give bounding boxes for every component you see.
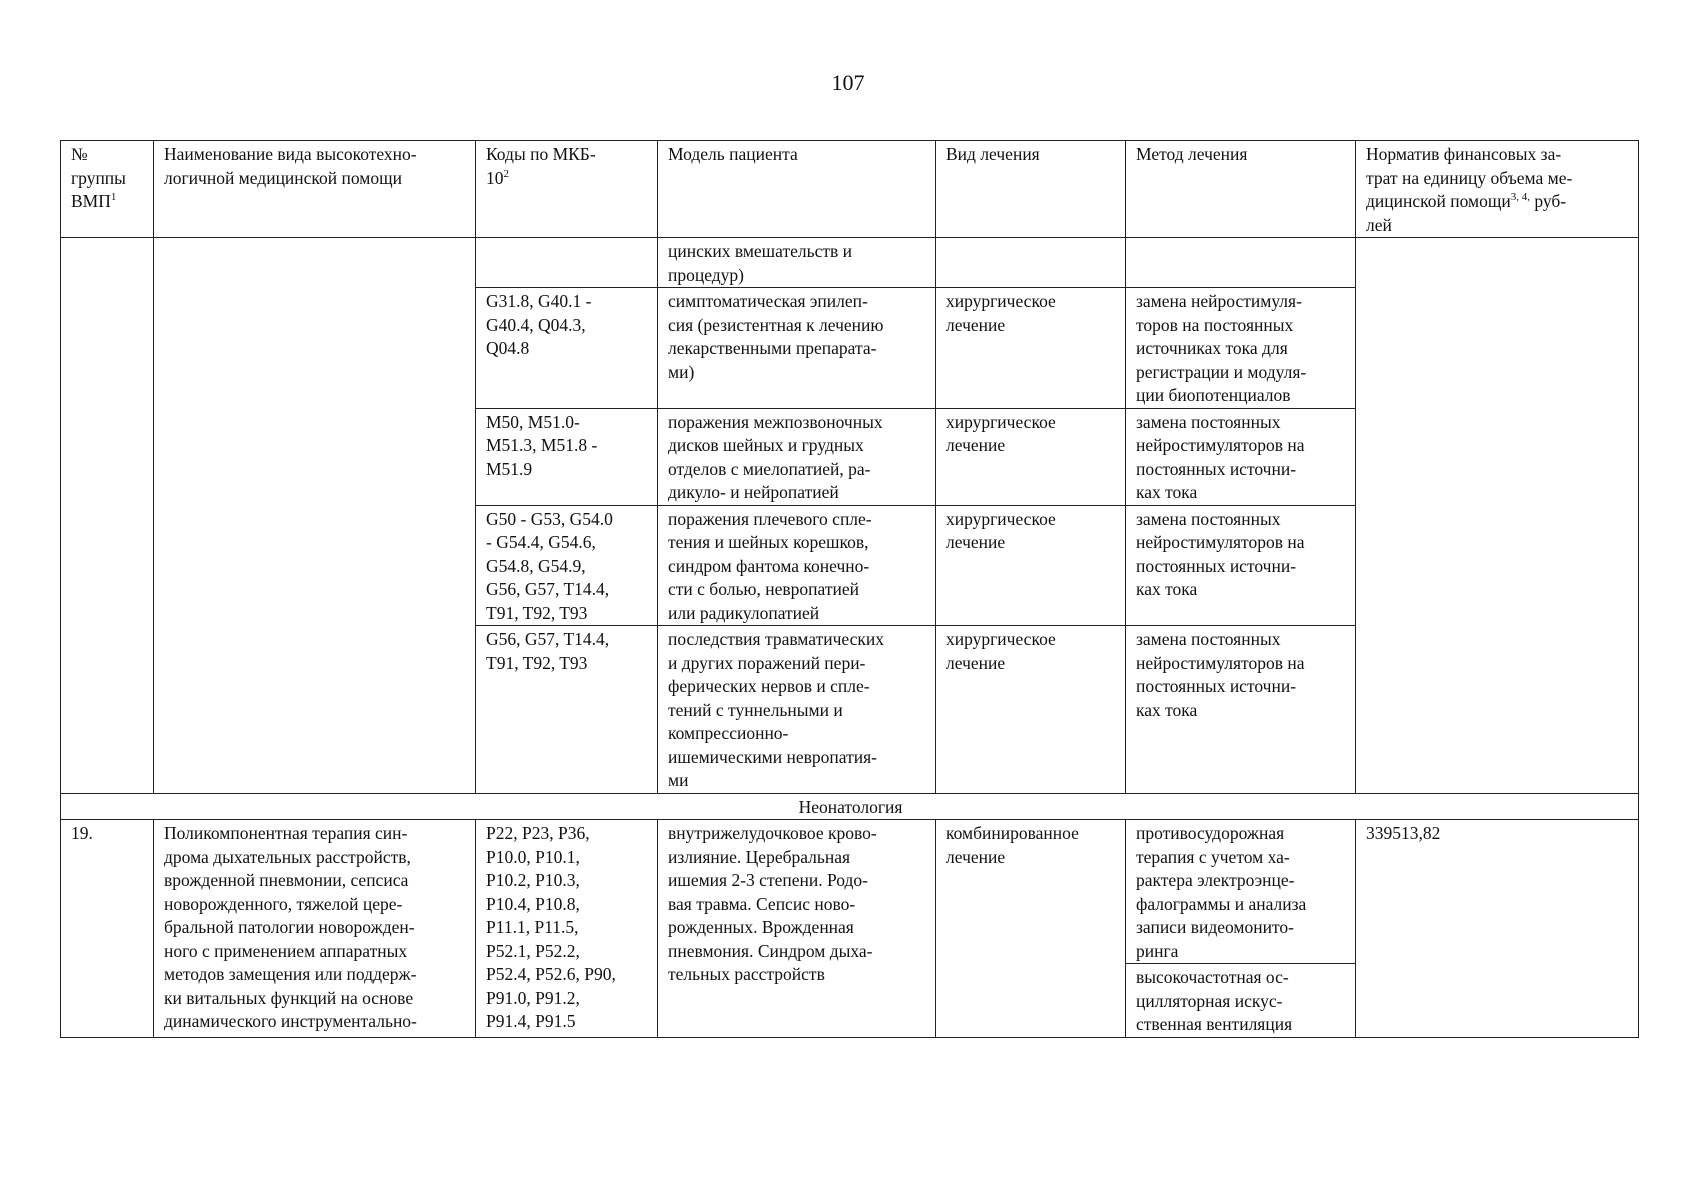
header-treatment-method: Метод лечения	[1126, 141, 1356, 238]
icd-codes-cell: G50 - G53, G54.0 - G54.4, G54.6, G54.8, G54.9, G56, G57, T14.4, T91, T92, T93	[476, 505, 658, 626]
icd-codes-cell	[476, 238, 658, 288]
section-header-row	[61, 793, 1639, 820]
header-group-number: № группы ВМП$^1$	[61, 141, 154, 238]
icd-codes-cell: M50, M51.0- M51.3, M51.8 - M51.9	[476, 408, 658, 505]
treatment-method-cell	[1126, 238, 1356, 288]
patient-model-cell: поражения межпозвоночных дисков шейных и грудных отделов с миелопатией, ра- дикуло- и нейропатией	[658, 408, 936, 505]
vmp-name-cell	[154, 238, 476, 794]
section-title: Неонатология	[61, 793, 1639, 820]
icd-codes-cell: G31.8, G40.1 - G40.4, Q04.3, Q04.8	[476, 288, 658, 409]
patient-model-cell: последствия травматических и других поражений пери- ферических нервов и спле- тений с туннельными и компрессионно- ишемическими невропатия- ми	[658, 626, 936, 794]
header-treatment-type: Вид лечения	[936, 141, 1126, 238]
group-number-cell	[61, 238, 154, 794]
treatment-type-cell: хирургическое лечение	[936, 505, 1126, 626]
treatment-type-cell	[936, 238, 1126, 288]
treatment-type-cell: комбинированное лечение	[936, 820, 1126, 1038]
treatment-method-cell: противосудорожная терапия с учетом ха- рактера электроэнце- фалограммы и анализа записи видеомонито- ринга	[1126, 820, 1356, 964]
patient-model-cell: симптоматическая эпилеп- сия (резистентная к лечению лекарственными препарата- ми)	[658, 288, 936, 409]
patient-model-cell: внутрижелудочковое крово- излияние. Церебральная ишемия 2-3 степени. Родо- вая травма. Сепсис ново- рожденных. Врожденная пневмония. Синдром дыха- тельных расстройств	[658, 820, 936, 1038]
page-number: 107	[831, 70, 865, 95]
treatment-method-cell: замена постоянных нейростимуляторов на постоянных источни- ках тока	[1126, 626, 1356, 794]
header-icd-codes: Коды по МКБ- $10^2$	[476, 141, 658, 238]
table-header-row	[61, 141, 1639, 238]
table-row	[61, 820, 1639, 964]
treatment-type-cell: хирургическое лечение	[936, 626, 1126, 794]
vmp-name-cell: Поликомпонентная терапия син- дрома дыхательных расстройств, врожденной пневмонии, сепсиса новорожденного, тяжелой цере- бральной патологии новорожден- ного с применением аппаратных методов замещения или поддерж- ки витальных функций на основе динамического инструментально-	[154, 820, 476, 1038]
patient-model-cell: цинских вмешательств и процедур)	[658, 238, 936, 288]
treatment-method-cell: замена постоянных нейростимуляторов на постоянных источни- ках тока	[1126, 408, 1356, 505]
patient-model-cell: поражения плечевого спле- тения и шейных корешков, синдром фантома конечно- сти с болью, невропатией или радикулопатией	[658, 505, 936, 626]
treatment-method-cell: высокочастотная ос- цилляторная искус- ственная вентиляция	[1126, 964, 1356, 1038]
treatment-type-cell: хирургическое лечение	[936, 288, 1126, 409]
treatment-type-cell: хирургическое лечение	[936, 408, 1126, 505]
treatment-method-cell: замена нейростимуля- торов на постоянных источниках тока для регистрации и модуля- ции биопотенциалов	[1126, 288, 1356, 409]
icd-codes-cell: P22, P23, P36, P10.0, P10.1, P10.2, P10.3, P10.4, P10.8, P11.1, P11.5, P52.1, P52.2, P52.4, P52.6, P90, P91.0, P91.2, P91.4, P91.5	[476, 820, 658, 1038]
table-row	[61, 238, 1639, 288]
treatment-method-cell: замена постоянных нейростимуляторов на постоянных источни- ках тока	[1126, 505, 1356, 626]
group-number-cell: 19.	[61, 820, 154, 1038]
cost-norm-cell	[1356, 238, 1639, 794]
cost-norm-cell: 339513,82	[1356, 820, 1639, 1038]
header-vmp-name: Наименование вида высокотехно- логичной медицинской помощи	[154, 141, 476, 238]
header-cost-norm: Норматив финансовых за- трат на единицу объема ме- дицинской помощи$^{3, 4,}$ руб- лей	[1356, 141, 1639, 238]
vmp-table	[60, 140, 1639, 1038]
icd-codes-cell: G56, G57, T14.4, T91, T92, T93	[476, 626, 658, 794]
header-patient-model: Модель пациента	[658, 141, 936, 238]
